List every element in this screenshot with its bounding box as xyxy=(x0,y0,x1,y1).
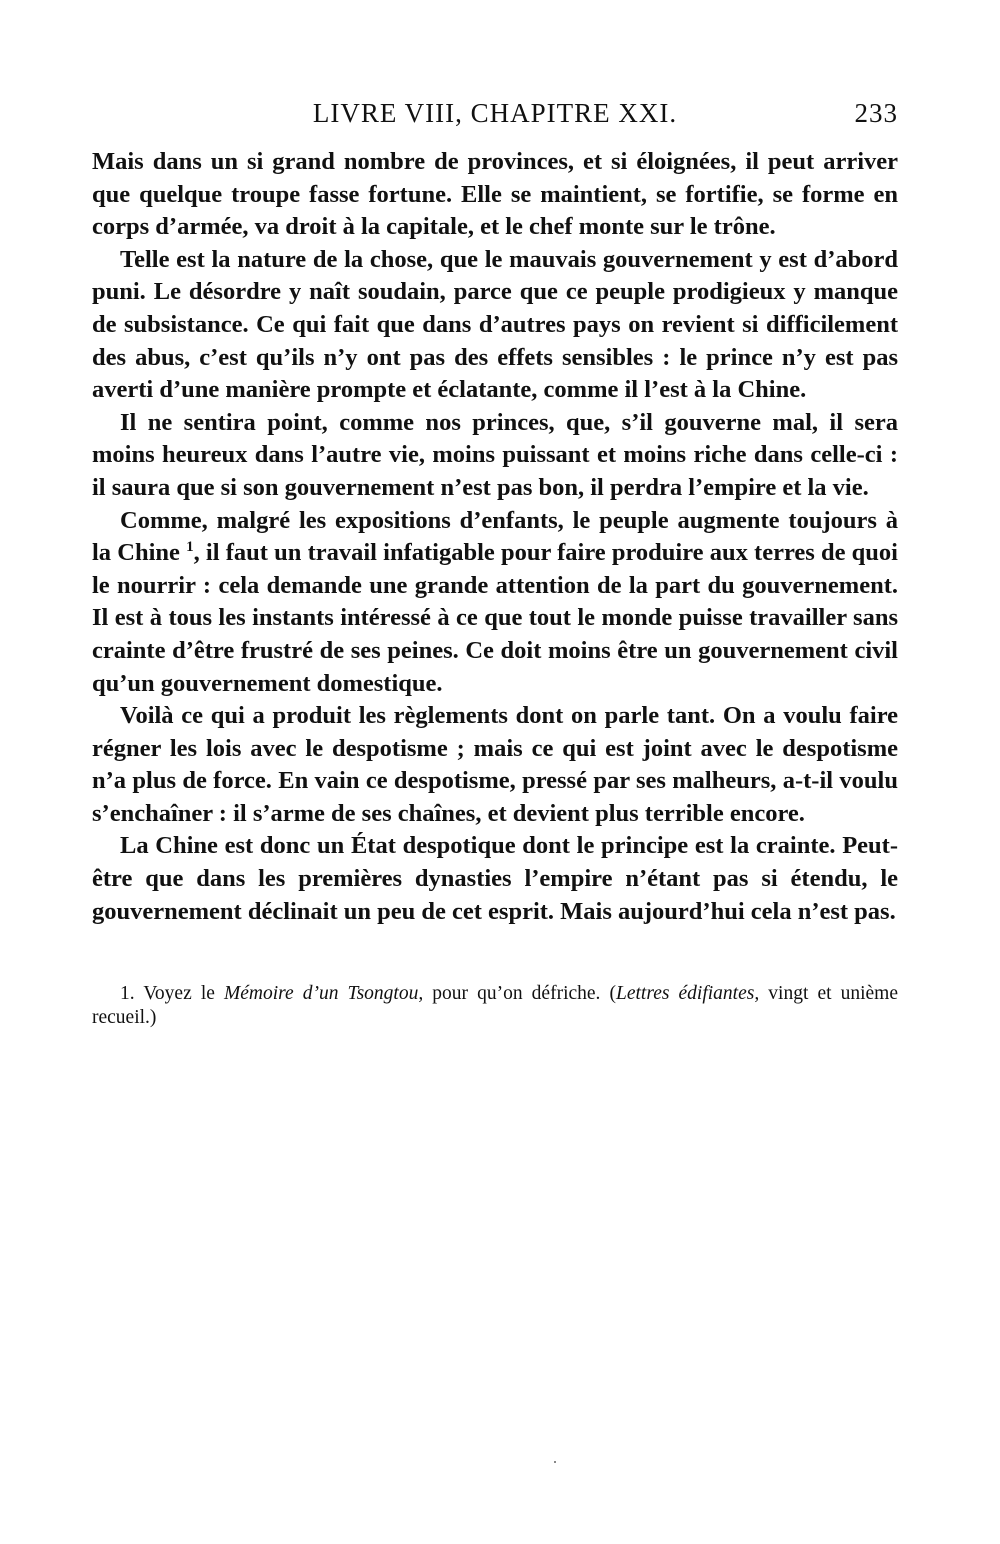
print-speck xyxy=(554,1461,556,1463)
paragraph-with-footnote xyxy=(92,505,898,701)
paragraph-text: Comme, malgré les expositions d’enfants, le peuple augmente toujours à la Chine xyxy=(92,506,898,567)
paragraph: Voilà ce qui a produit les règlements dont on parle tant. On a voulu faire régner les lois avec le despotisme ; mais ce qui est joint avec le despotisme n’a plus de force. En vain ce despotisme, pressé par ses malheurs, a-t-il voulu s’enchaîner : il s’arme de ses chaînes, et devient plus terrible encore. xyxy=(92,702,898,827)
footnote-reference: 1 xyxy=(186,538,194,555)
paragraph-text: , il faut un travail infatigable pour faire produire aux terres de quoi le nourrir : cela demande une grande attention de la part du gouvernement. Il est à tous les instants intéressé à ce que tout le monde puisse travailler sans crainte d’être frustré de ses peines. Ce doit moins être un gouvernement civil qu’un gouvernement domestique. xyxy=(92,539,898,697)
running-header xyxy=(92,96,898,136)
footnote-italic-title: Mémoire d’un Tsongtou, xyxy=(223,983,424,1005)
book-page xyxy=(92,96,898,1030)
page-number: 233 xyxy=(854,98,898,128)
footnote xyxy=(92,982,898,1030)
footnote-text: vingt et unième recueil.) xyxy=(92,983,898,1029)
running-title: LIVRE VIII, CHAPITRE XXI. xyxy=(312,98,678,128)
page-body xyxy=(92,146,898,928)
footnote-text: pour qu’on défriche. ( xyxy=(432,983,616,1005)
footnote-text: Voyez le xyxy=(143,983,215,1005)
paragraph: Mais dans un si grand nombre de provinces, et si éloignées, il peut arriver que quelque troupe fasse fortune. Elle se maintient, se fortifie, se forme en corps d’armée, va droit à la capitale, et le chef monte sur le trône. xyxy=(92,148,898,241)
paragraph: La Chine est donc un État despotique dont le principe est la crainte. Peut-être que dans les premières dynasties l’empire n’étant pas si étendu, le gouvernement déclinait un peu de cet esprit. Mais aujourd’hui cela n’est pas. xyxy=(92,832,898,925)
paragraph: Telle est la nature de la chose, que le mauvais gouvernement y est d’abord puni. Le désordre y naît soudain, parce que ce peuple prodigieux y manque de subsistance. Ce qui fait que dans d’autres pays on revient si difficilement des abus, c’est qu’ils n’y ont pas des effets sensibles : le prince n’y est pas averti d’une manière prompte et éclatante, comme il l’est à la Chine. xyxy=(92,245,898,404)
footnote-number: 1. xyxy=(120,983,135,1005)
footnote-italic-title: Lettres édifiantes, xyxy=(616,983,760,1005)
paragraph: Il ne sentira point, comme nos princes, que, s’il gouverne mal, il sera moins heureux dans l’autre vie, moins puissant et moins riche dans celle-ci : il saura que si son gouvernement n’est pas bon, il perdra l’empire et la vie. xyxy=(92,408,898,501)
